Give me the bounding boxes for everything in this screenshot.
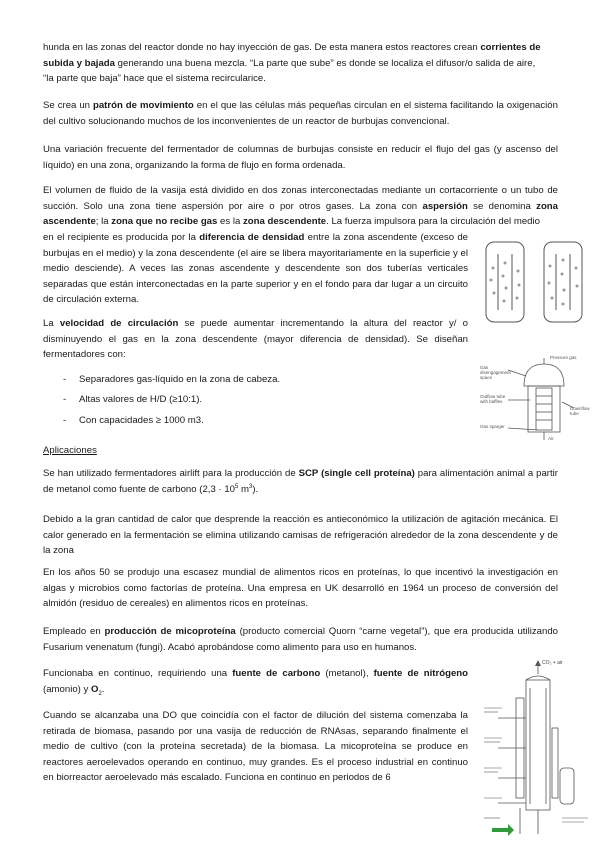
paragraph-volume-cont: en el recipiente es producida por la diferencia de densidad entre la zona ascendente (exceso de burbujas en el medio) y la zona descendente (el aire se libera mayoritariamente en la superficie y el medio desciende). A veces las zonas ascendente y descendente son dos tuberías verticales separadas que están interconectadas en la parte superior y en el fondo para dar lugar a un circuito de circulación externa. bbox=[43, 232, 468, 305]
figure-label: Gas sparger bbox=[480, 424, 505, 429]
list-item: - Altas valores de H/D (≥10:1). bbox=[63, 394, 203, 405]
figure-label: Downflow tube bbox=[570, 406, 590, 416]
pressure-reactor-figure bbox=[478, 356, 596, 444]
airlift-columns-figure bbox=[476, 238, 594, 326]
paragraph-fifties: En los años 50 se produjo una escasez mundial de alimentos ricos en proteínas, lo que incentivó la investigación en algas y microbios como factorías de proteína. Una empresa en UK desarrolló en 1964 un proceso de conversión del almidón (residuo de cereales) en alimentos ricos en proteínas. bbox=[43, 567, 558, 609]
paragraph-variation: Una variación frecuente del fermentador de columnas de burbujas consiste en reducir el flujo del gas (y ascenso del líquido) en una zona, organizando la forma de flujo en forma ordenada. bbox=[43, 144, 558, 171]
paragraph-biomass: Cuando se alcanzaba una DO que coincidía con el factor de dilución del sistema comenzaba la retirada de biomasa, pasando por una vasija de reducción de RNAsas, separando finalmente el medio de cultivo (con la proteína secretada) de la biomasa. La micoproteína se produce en reactores aeroelevados operando en continuo, muy grandes. Es el proceso industrial en continuo en biorreactor aeroelevado más escalado. Funciona en continuo en periodos de 6 bbox=[43, 710, 468, 783]
paragraph-continuous: Funcionaba en continuo, requiriendo una fuente de carbono (metanol), fuente de nitrógeno (amonio) y $O_2$. bbox=[43, 668, 468, 697]
figure-label: Air bbox=[548, 436, 554, 441]
figure-label: Pressure gas bbox=[550, 355, 577, 360]
list-item: - Con capacidades ≥ 1000 m3. bbox=[63, 415, 204, 426]
quorn-process-drawing bbox=[478, 658, 596, 842]
paragraph-intro: hunda en las zonas del reactor donde no hay inyección de gas. De esta manera estos reactores crean corrientes de subida y bajada generando una buena mezcla. “La parte que sube” es donde se localiza el difusor/o salida de aire, “la parte que baja” hace que el sistema recircularice. bbox=[43, 42, 541, 84]
figure-label: Outflow tube with baffles bbox=[480, 394, 506, 404]
quorn-process-figure bbox=[478, 658, 596, 842]
figure-label: CO₂ + air bbox=[542, 660, 563, 666]
paragraph-mycoprotein: Empleado en producción de micoproteína (producto comercial Quorn “carne vegetal”), que era producida utilizando Fusarium venenatum (fungi). Acabó aprobándose como alimento para uso en humanos. bbox=[43, 626, 558, 653]
airlift-columns-drawing bbox=[476, 238, 594, 326]
list-item: - Separadores gas-líquido en la zona de cabeza. bbox=[63, 374, 281, 385]
paragraph-heat: Debido a la gran cantidad de calor que desprende la reacción es antieconómico la utilización de agitación mecánica. El calor generado en la fermentación se elimina utilizando camisas de refrigeración alrededor de la zona descendente y de la zona bbox=[43, 514, 558, 556]
paragraph-pattern: Se crea un patrón de movimiento en el que las células más pequeñas circulan en el sistema facilitando la oxigenación del cultivo solucionando muchos de los inconvenientes de un reactor de burbujas convencional. bbox=[43, 100, 558, 127]
paragraph-volume: El volumen de fluido de la vasija está dividido en dos zonas interconectadas mediante un cortacorriente o un tubo de succión. Solo una zona tiene aspersión por aire o por otros gases. La zona con aspersión se denomina zona ascendente; la zona que no recibe gas es la zona descendente. La fuerza impulsora para la circulación del medio bbox=[43, 185, 558, 227]
figure-label: Gas disengagement space bbox=[480, 365, 511, 380]
paragraph-velocity: La velocidad de circulación se puede aumentar incrementando la altura del reactor y/ o disminuyendo el gas en la zona descendente (mayor diferencia de densidad). Se diseñan fermentadores con: bbox=[43, 318, 468, 360]
paragraph-scp: Se han utilizado fermentadores airlift para la producción de SCP (single cell proteína) para alimentación animal a partir de metanol como fuente de carbono ($2,3 \cdot 10^5$ $m^3$). bbox=[43, 468, 558, 495]
section-heading-aplicaciones: Aplicaciones bbox=[43, 445, 97, 456]
